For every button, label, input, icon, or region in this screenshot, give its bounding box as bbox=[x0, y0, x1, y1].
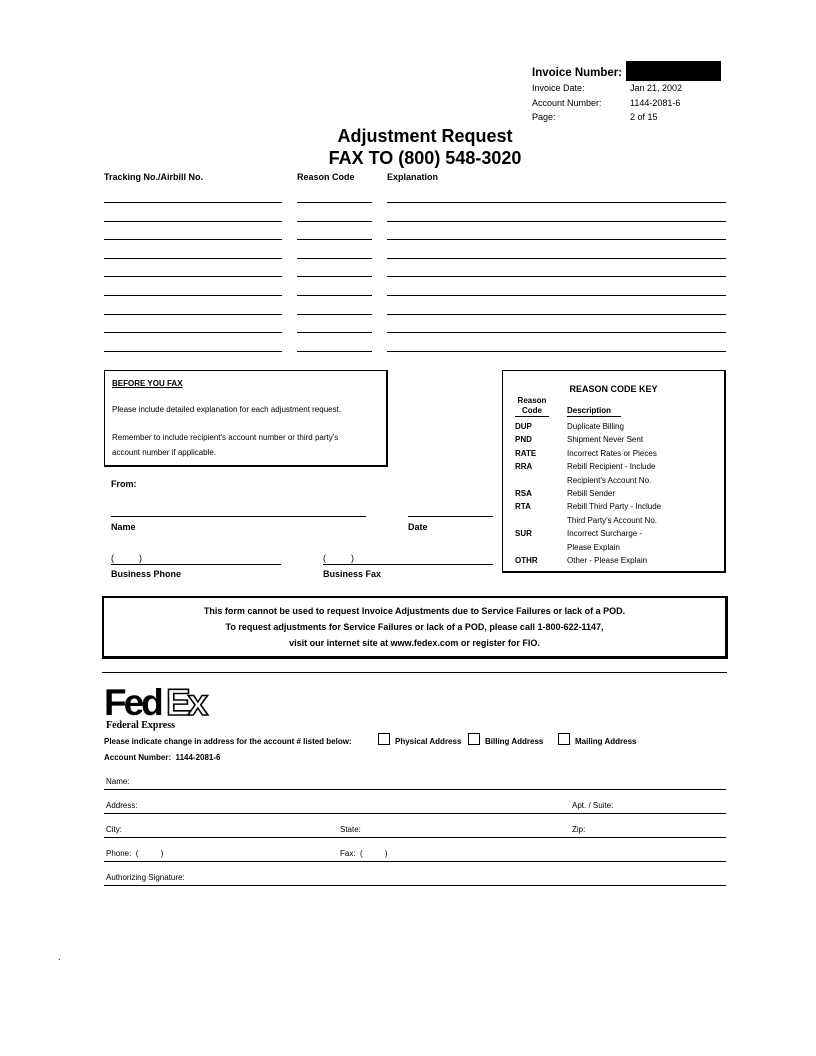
explanation-entry-line[interactable] bbox=[387, 295, 726, 296]
reason-description: Rebill Third Party - Include bbox=[567, 502, 662, 512]
fedex-logo-fed: Fed bbox=[104, 683, 161, 723]
tracking-entry-line[interactable] bbox=[104, 258, 282, 259]
reason-code-key-heading: REASON CODE KEY bbox=[569, 384, 658, 394]
reason-code-entry-line[interactable] bbox=[297, 314, 372, 315]
reason-code-key-box bbox=[502, 370, 726, 573]
signature-field-line[interactable] bbox=[104, 885, 726, 886]
business-fax-parens: ( ) bbox=[323, 553, 354, 563]
reason-description-continued: Please Explain bbox=[567, 542, 620, 552]
tracking-entry-line[interactable] bbox=[104, 314, 282, 315]
business-phone-parens: ( ) bbox=[111, 553, 142, 563]
physical-address-label: Physical Address bbox=[395, 737, 462, 746]
billing-address-checkbox[interactable] bbox=[468, 733, 480, 745]
mailing-address-label: Mailing Address bbox=[575, 737, 637, 746]
date-label: Date bbox=[408, 522, 428, 532]
phone-field-line[interactable] bbox=[104, 861, 726, 862]
date-line[interactable] bbox=[408, 516, 493, 517]
page-label: Page: bbox=[532, 112, 556, 122]
reason-code-header-line1: Reason bbox=[517, 396, 547, 405]
address-change-prompt: Please indicate change in address for the account # listed below: bbox=[104, 737, 352, 746]
business-fax-line[interactable] bbox=[323, 564, 493, 565]
reason-description: Incorrect Rates or Pieces bbox=[567, 448, 657, 458]
apt-suite-field-label: Apt. / Suite: bbox=[572, 801, 614, 810]
reason-description: Shipment Never Sent bbox=[567, 435, 644, 445]
reason-code-entry-line[interactable] bbox=[297, 221, 372, 222]
explanation-entry-line[interactable] bbox=[387, 314, 726, 315]
fax-number-title: FAX TO (800) 548-3020 bbox=[328, 148, 522, 168]
page-title: Adjustment Request bbox=[337, 126, 513, 146]
reason-code-column-header: Reason Code bbox=[297, 172, 355, 182]
name-label: Name bbox=[111, 522, 136, 532]
billing-address-label: Billing Address bbox=[485, 737, 544, 746]
business-phone-line[interactable] bbox=[111, 564, 281, 565]
description-header: Description bbox=[567, 406, 612, 415]
reason-code: PND bbox=[515, 435, 532, 445]
address-field-line[interactable] bbox=[104, 813, 726, 814]
name-field-label: Name: bbox=[106, 777, 130, 786]
invoice-number-label: Invoice Number: bbox=[532, 67, 623, 79]
reason-code-entry-line[interactable] bbox=[297, 258, 372, 259]
reason-code-header-rule bbox=[515, 416, 549, 417]
before-you-fax-instruction-1: Please include detailed explanation for each adjustment request. bbox=[112, 405, 342, 414]
reason-description: Rebill Recipient - Include bbox=[567, 462, 656, 472]
explanation-column-header: Explanation bbox=[387, 172, 439, 182]
address-account-number: Account Number: 1144-2081-6 bbox=[104, 753, 221, 762]
reason-code-entry-line[interactable] bbox=[297, 295, 372, 296]
signature-field-label: Authorizing Signature: bbox=[106, 873, 185, 882]
tracking-entry-line[interactable] bbox=[104, 239, 282, 240]
explanation-entry-line[interactable] bbox=[387, 276, 726, 277]
reason-code: RTA bbox=[515, 502, 531, 512]
fedex-logo-subtitle: Federal Express bbox=[106, 720, 175, 731]
tracking-column-header: Tracking No./Airbill No. bbox=[104, 172, 204, 182]
explanation-entry-line[interactable] bbox=[387, 332, 726, 333]
section-divider bbox=[102, 672, 727, 673]
service-failure-notice-box bbox=[102, 596, 728, 659]
phone-field-label: Phone: ( ) bbox=[106, 849, 164, 858]
reason-code: RATE bbox=[515, 448, 537, 458]
reason-description-continued: Third Party's Account No. bbox=[567, 515, 658, 525]
tracking-entry-line[interactable] bbox=[104, 351, 282, 352]
tracking-entry-line[interactable] bbox=[104, 221, 282, 222]
tracking-entry-line[interactable] bbox=[104, 202, 282, 203]
from-label: From: bbox=[111, 479, 137, 489]
notice-line-2: To request adjustments for Service Failures or lack of a POD, please call 1-800-622-1147, bbox=[225, 622, 604, 632]
reason-description-continued: Recipient's Account No. bbox=[567, 475, 652, 485]
business-phone-label: Business Phone bbox=[111, 569, 182, 579]
reason-code-entry-line[interactable] bbox=[297, 202, 372, 203]
tracking-entry-line[interactable] bbox=[104, 332, 282, 333]
explanation-entry-line[interactable] bbox=[387, 239, 726, 240]
invoice-number-redaction bbox=[626, 61, 721, 81]
invoice-date-label: Invoice Date: bbox=[532, 83, 585, 93]
reason-code-header-line2: Code bbox=[522, 406, 542, 415]
account-number-label: Account Number: bbox=[532, 98, 602, 108]
reason-description: Other - Please Explain bbox=[567, 556, 648, 565]
page-value: 2 of 15 bbox=[630, 112, 658, 122]
fax-field-label: Fax: ( ) bbox=[340, 849, 388, 858]
reason-code: OTHR bbox=[515, 556, 538, 565]
reason-code-entry-line[interactable] bbox=[297, 332, 372, 333]
fedex-logo-ex: Ex bbox=[166, 683, 206, 723]
explanation-entry-line[interactable] bbox=[387, 351, 726, 352]
reason-code: DUP bbox=[515, 422, 532, 431]
explanation-entry-line[interactable] bbox=[387, 202, 726, 203]
before-you-fax-heading: BEFORE YOU FAX bbox=[112, 379, 183, 388]
notice-line-3: visit our internet site at www.fedex.com or register for FIO. bbox=[289, 638, 540, 648]
zip-field-label: Zip: bbox=[572, 825, 586, 834]
city-field-line[interactable] bbox=[104, 837, 726, 838]
tracking-entry-line[interactable] bbox=[104, 295, 282, 296]
footer-mark: . bbox=[58, 952, 61, 962]
before-you-fax-instruction-3: account number if applicable. bbox=[112, 448, 217, 457]
reason-code-entry-line[interactable] bbox=[297, 351, 372, 352]
name-line[interactable] bbox=[111, 516, 366, 517]
reason-description: Incorrect Surcharge - bbox=[567, 529, 643, 539]
explanation-entry-line[interactable] bbox=[387, 221, 726, 222]
fedex-logo bbox=[104, 683, 224, 731]
reason-description: Rebill Sender bbox=[567, 489, 616, 498]
tracking-entry-line[interactable] bbox=[104, 276, 282, 277]
mailing-address-checkbox[interactable] bbox=[558, 733, 570, 745]
reason-code: RRA bbox=[515, 462, 533, 472]
notice-line-1: This form cannot be used to request Invoice Adjustments due to Service Failures or lack of a POD. bbox=[203, 606, 626, 616]
business-fax-label: Business Fax bbox=[323, 569, 382, 579]
description-header-rule bbox=[567, 416, 621, 417]
invoice-date-value: Jan 21, 2002 bbox=[630, 83, 683, 93]
name-field-line[interactable] bbox=[104, 789, 726, 790]
account-number-value: 1144-2081-6 bbox=[630, 98, 681, 108]
reason-code-entry-line[interactable] bbox=[297, 276, 372, 277]
reason-code-entry-line[interactable] bbox=[297, 239, 372, 240]
before-you-fax-instruction-2: Remember to include recipient's account number or third party's bbox=[112, 433, 339, 442]
city-field-label: City: bbox=[106, 825, 122, 834]
state-field-label: State: bbox=[340, 825, 361, 834]
physical-address-checkbox[interactable] bbox=[378, 733, 390, 745]
explanation-entry-line[interactable] bbox=[387, 258, 726, 259]
reason-code: RSA bbox=[515, 489, 532, 498]
reason-code: SUR bbox=[515, 529, 532, 539]
reason-description: Duplicate Billing bbox=[567, 422, 624, 431]
before-you-fax-box bbox=[104, 370, 388, 467]
address-field-label: Address: bbox=[106, 801, 138, 810]
